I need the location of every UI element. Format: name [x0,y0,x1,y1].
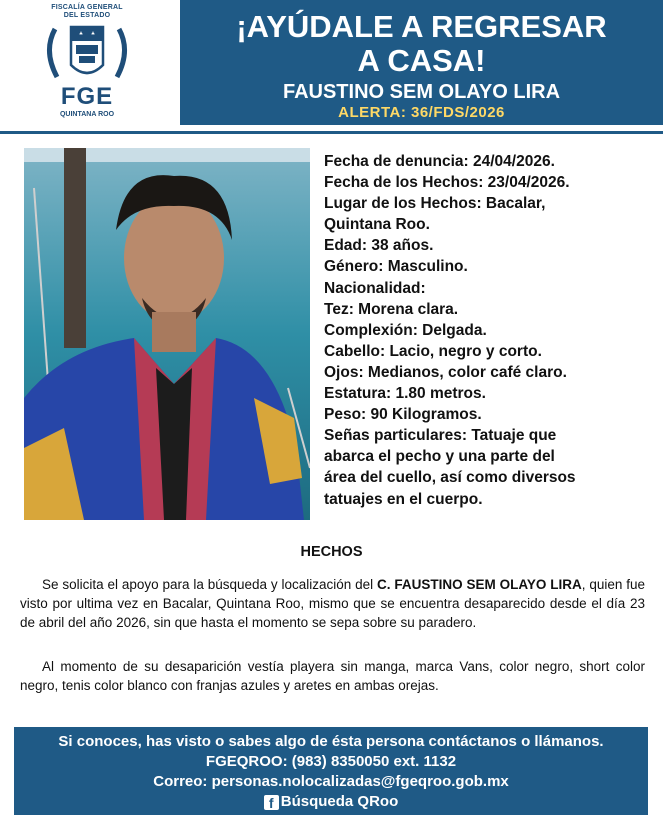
detail-line: Quintana Roo. [324,216,430,234]
detail-line: Complexión: Delgada. [324,321,487,339]
detail-line: Edad: 38 años. [324,237,434,255]
person-details [324,151,654,510]
detail-line: Nacionalidad: [324,279,426,297]
alert-code: ALERTA: 36/FDS/2026 [338,104,505,121]
headline-line2: A CASA! [357,43,486,78]
headline-line1: ¡AYÚDALE A REGRESAR [236,9,607,44]
detail-line: Estatura: 1.80 metros. [324,385,486,403]
hechos-p1-name: C. FAUSTINO SEM OLAYO LIRA [377,577,582,592]
logo-acronym: FGE [60,83,114,110]
footer-social[interactable] [14,792,648,812]
state-emblem-icon [41,21,133,85]
logo-state: QUINTANA ROO [59,111,115,118]
footer-email[interactable]: Correo: personas.nolocalizadas@fgeqroo.gob.mx [153,773,509,790]
logo-line1: FISCALÍA GENERAL [51,4,123,11]
header-banner [180,0,663,125]
detail-line: Cabello: Lacio, negro y corto. [324,342,542,360]
detail-line: Género: Masculino. [324,258,468,276]
hechos-paragraph-2 [20,657,645,695]
logo-line2: DEL ESTADO [63,12,111,19]
detail-line: Ojos: Medianos, color café claro. [324,363,567,381]
contact-footer [14,727,648,815]
detail-line: abarca el pecho y una parte del [324,448,555,466]
detail-line: Lugar de los Hechos: Bacalar, [324,195,546,213]
detail-line: Fecha de denuncia: 24/04/2026. [324,153,555,170]
detail-line: tatuajes en el cuerpo. [324,490,483,508]
header-divider [0,131,663,134]
footer-phone[interactable]: FGEQROO: (983) 8350050 ext. 1132 [205,753,457,770]
footer-call-to-action: Si conoces, has visto o sabes algo de ésta persona contáctanos o llámanos. [58,733,604,750]
facebook-icon: f [264,795,279,810]
hechos-paragraph-1 [20,575,645,632]
detail-line: Peso: 90 Kilogramos. [324,406,482,424]
person-name: FAUSTINO SEM OLAYO LIRA [282,81,561,103]
detail-line: Señas particulares: Tatuaje que [324,427,557,445]
detail-line: Tez: Morena clara. [324,300,459,318]
detail-line: Fecha de los Hechos: 23/04/2026. [324,174,570,192]
hechos-heading: HECHOS [300,544,363,560]
fge-logo [32,4,142,126]
hechos-p1-intro: Se solicita el apoyo para la búsqueda y localización del [42,577,378,592]
missing-person-photo [24,148,310,520]
detail-line: área del cuello, así como diversos [324,469,576,487]
footer-social-label: Búsqueda QRoo [280,793,399,810]
hechos-p1-rest: , quien fue visto por ultima vez en Bacalar, Quintana Roo, mismo que se encuentra desaparecido desde el día 23 de abril del año 2026, sin que hasta el momento se sepa sobre su paradero. [20,577,645,630]
hechos-p2-text: Al momento de su desaparición vestía playera sin manga, marca Vans, color negro, short color negro, tenis color blanco con franjas azules y aretes en ambas orejas. [20,659,645,693]
